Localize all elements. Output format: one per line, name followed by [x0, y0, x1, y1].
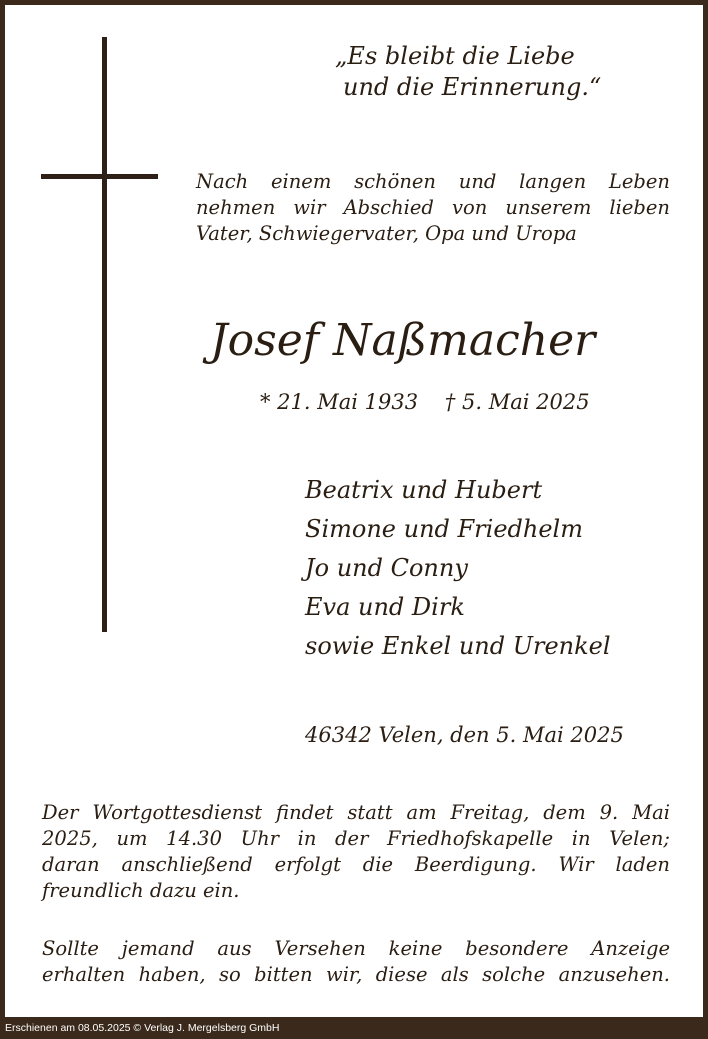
obituary-card: [5, 5, 703, 1017]
service-info: [42, 800, 670, 904]
intro-line: Vater, Schwiegervater, Opa und Uropa: [196, 222, 577, 245]
family-member: sowie Enkel und Urenkel: [305, 632, 611, 660]
family-member: Eva und Dirk: [305, 593, 465, 621]
cross-horizontal-bar: [41, 174, 158, 179]
service-line: 2025, um 14.30 Uhr in der Friedhofskapelle in Velen;: [42, 827, 670, 850]
family-member: Jo und Conny: [305, 554, 468, 582]
quote-line-1: „Es bleibt die Liebe: [335, 42, 575, 70]
cross-vertical-bar: [102, 37, 107, 632]
service-line: Der Wortgottesdienst findet statt am Freitag, dem 9. Mai: [42, 801, 670, 824]
intro-line: nehmen wir Abschied von unserem lieben: [196, 196, 670, 219]
place-and-date: 46342 Velen, den 5. Mai 2025: [305, 723, 624, 747]
intro-line: Nach einem schönen und langen Leben: [196, 170, 670, 193]
notice-line: Sollte jemand aus Versehen keine besondere Anzeige: [42, 937, 670, 960]
family-member: Beatrix und Hubert: [305, 476, 543, 504]
service-line: freundlich dazu ein.: [42, 879, 240, 902]
family-member: Simone und Friedhelm: [305, 515, 583, 543]
notice-text: [42, 936, 670, 988]
family-list: [305, 471, 695, 666]
quote-line-2: und die Erinnerung.“: [343, 73, 602, 101]
life-dates: * 21. Mai 1933 † 5. Mai 2025: [260, 390, 590, 414]
deceased-name: Josef Naßmacher: [210, 315, 596, 366]
intro-text: [196, 169, 670, 247]
publication-footer: Erschienen am 08.05.2025 © Verlag J. Mergelsberg GmbH: [5, 1022, 280, 1034]
memorial-quote: [335, 41, 675, 103]
notice-line: erhalten haben, so bitten wir, diese als solche anzusehen.: [42, 963, 670, 986]
service-line: daran anschließend erfolgt die Beerdigung. Wir laden: [42, 853, 670, 876]
